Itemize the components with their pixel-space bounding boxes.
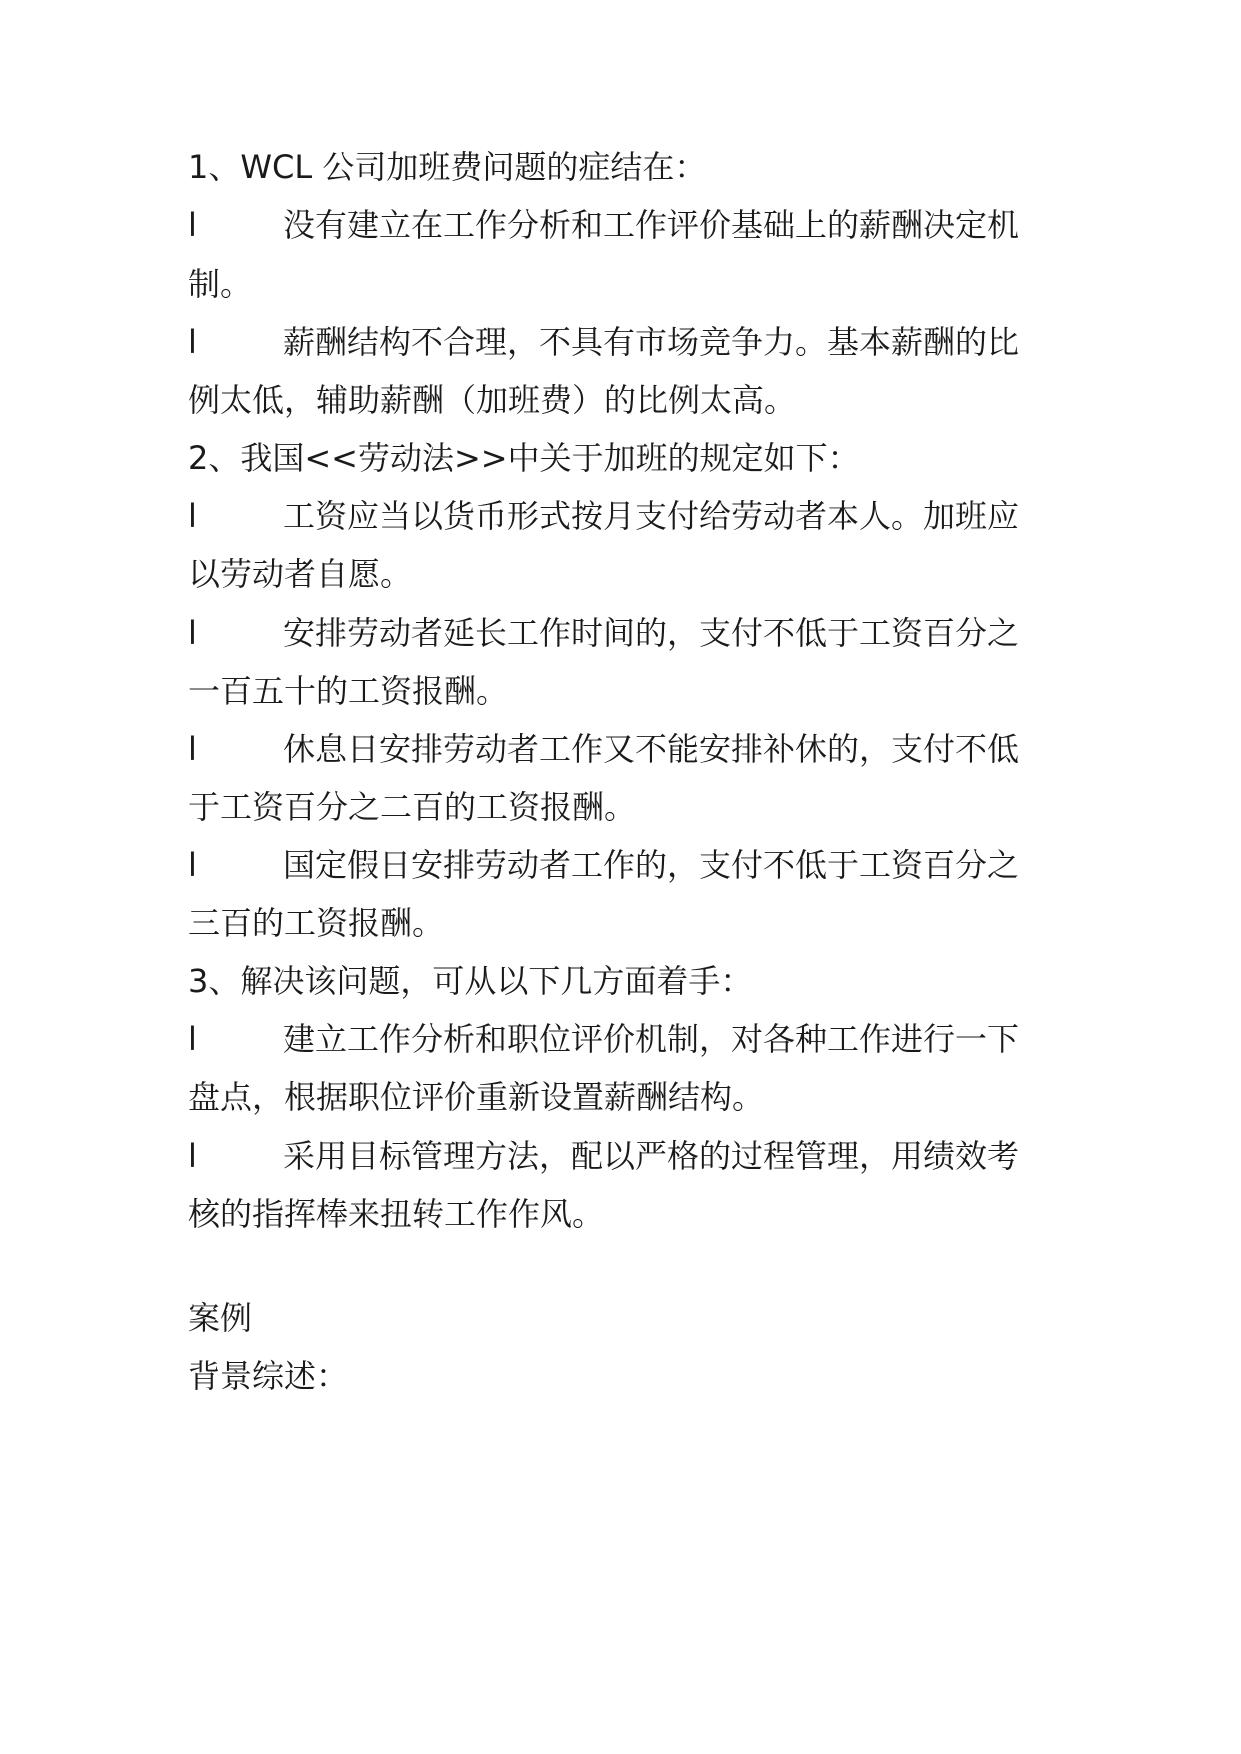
heading-text: 1、WCL 公司加班费问题的症结在：: [188, 148, 707, 186]
list-item-text: 休息日安排劳动者工作又不能安排补休的，支付不低: [283, 730, 1020, 768]
list-item-text: 国定假日安排劳动者工作的，支付不低于工资百分之: [283, 846, 1020, 884]
list-item-text: 建立工作分析和职位评价机制，对各种工作进行一下: [283, 1020, 1020, 1058]
list-item-text: 采用目标管理方法，配以严格的过程管理，用绩效考: [283, 1137, 1020, 1175]
bullet-marker: l: [188, 846, 197, 884]
section-heading-3: [188, 948, 752, 1014]
case-title: 案例: [188, 1299, 253, 1337]
list-item-text: 安排劳动者延长工作时间的，支付不低于工资百分之: [283, 614, 1020, 652]
bullet-marker: l: [188, 730, 197, 768]
list-item-text: 薪酬结构不合理，不具有市场竞争力。基本薪酬的比: [283, 323, 1020, 361]
section-heading-1: [188, 134, 706, 200]
list-item-continuation: 制。: [188, 265, 253, 303]
list-item-continuation: 核的指挥棒来扭转工作作风。: [188, 1195, 605, 1233]
bullet-marker: l: [188, 323, 197, 361]
list-item-continuation: 三百的工资报酬。: [188, 904, 445, 942]
section-heading-2: [188, 425, 860, 491]
bullet-marker: l: [188, 206, 197, 244]
heading-text: 2、我国<<劳动法>>中关于加班的规定如下：: [188, 439, 860, 477]
list-item-continuation: 盘点，根据职位评价重新设置薪酬结构。: [188, 1078, 765, 1116]
document-page: [188, 0, 1058, 1754]
bullet-marker: l: [188, 497, 197, 535]
background-label: 背景综述：: [188, 1357, 349, 1395]
bullet-marker: l: [188, 1020, 197, 1058]
list-item-text: 没有建立在工作分析和工作评价基础上的薪酬决定机: [283, 206, 1020, 244]
list-item-text: 工资应当以货币形式按月支付给劳动者本人。加班应: [283, 497, 1020, 535]
list-item-continuation: 于工资百分之二百的工资报酬。: [188, 788, 637, 826]
heading-text: 3、解决该问题，可从以下几方面着手：: [188, 962, 753, 1000]
bullet-marker: l: [188, 1137, 197, 1175]
bullet-marker: l: [188, 614, 197, 652]
list-item-continuation: 以劳动者自愿。: [188, 555, 413, 593]
list-item-continuation: 例太低，辅助薪酬（加班费）的比例太高。: [188, 381, 797, 419]
list-item-continuation: 一百五十的工资报酬。: [188, 672, 509, 710]
